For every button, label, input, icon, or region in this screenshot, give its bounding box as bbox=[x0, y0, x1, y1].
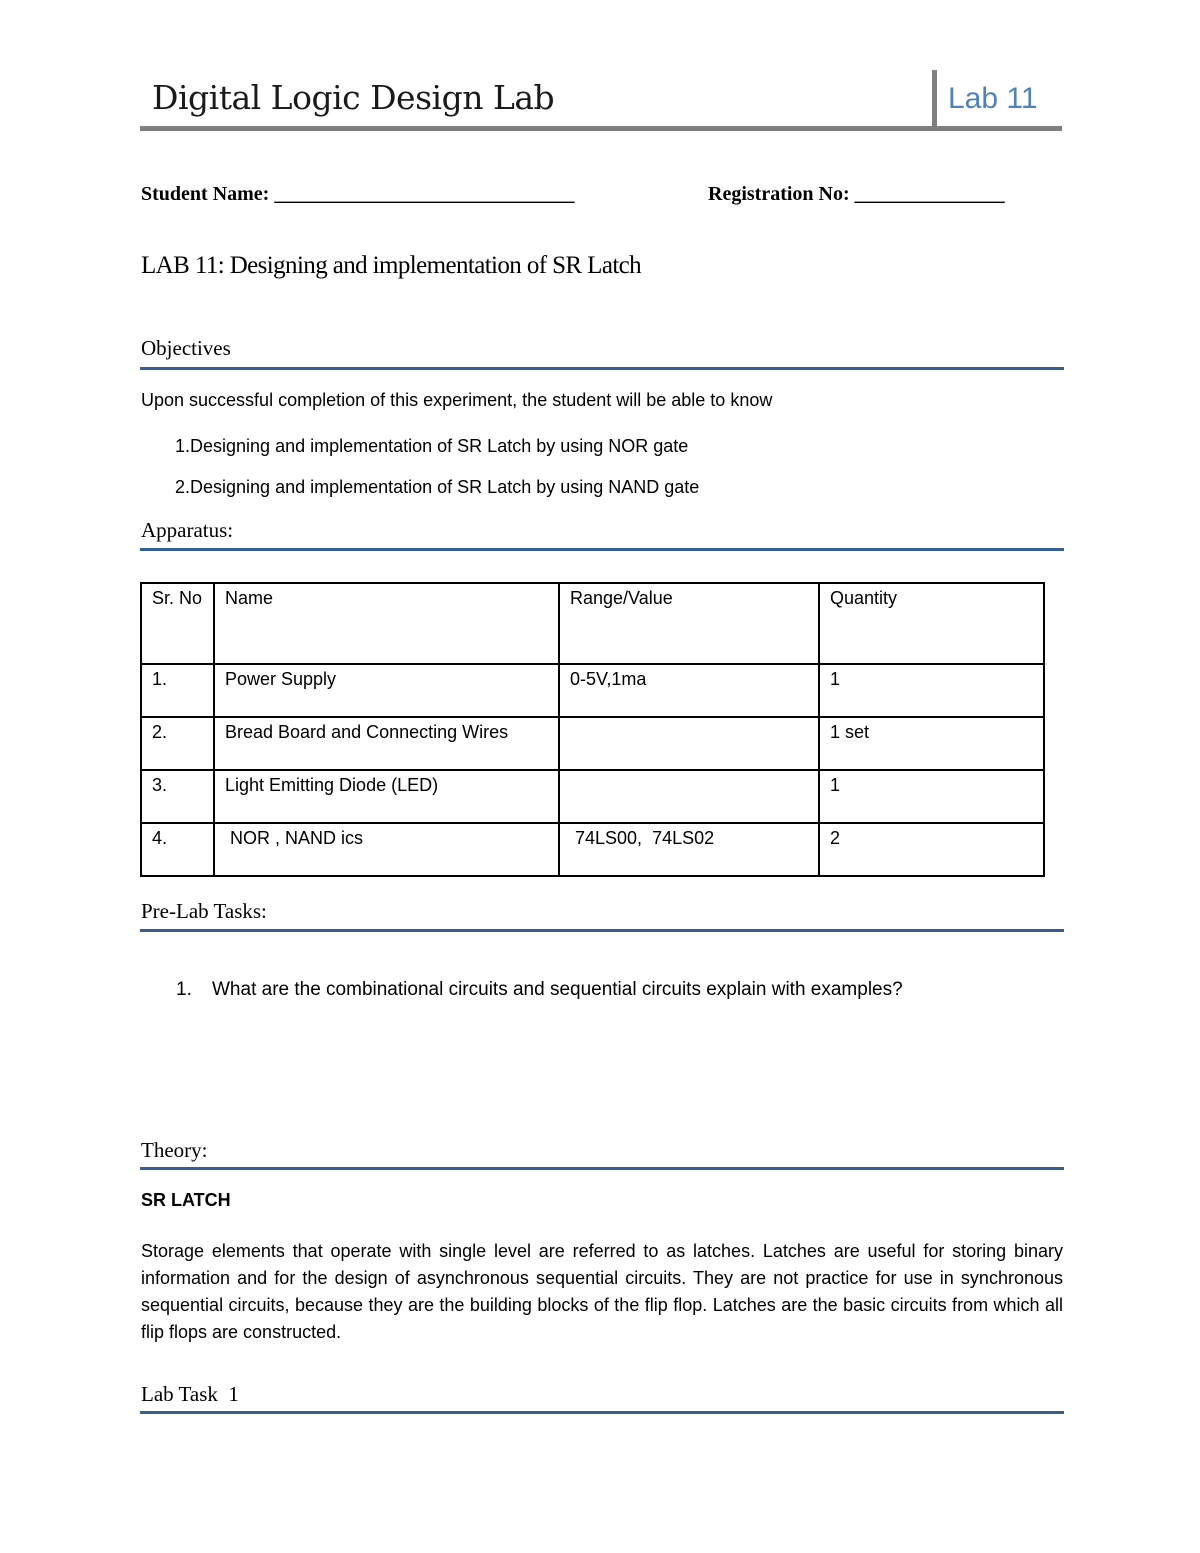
lab-number-badge: Lab 11 bbox=[948, 82, 1038, 115]
apparatus-table bbox=[140, 582, 1045, 877]
header-rule bbox=[140, 126, 1062, 131]
theory-rule bbox=[140, 1167, 1064, 1170]
table-cell: 1 set bbox=[819, 717, 1044, 770]
apparatus-heading: Apparatus: bbox=[141, 518, 234, 542]
table-row bbox=[141, 664, 1044, 717]
table-header-row bbox=[141, 583, 1044, 664]
table-cell: Power Supply bbox=[214, 664, 559, 717]
objectives-rule bbox=[140, 367, 1064, 370]
objective-item: 1.Designing and implementation of SR Latch by using NOR gate bbox=[175, 436, 689, 456]
table-row bbox=[141, 717, 1044, 770]
header-cell-name: Name bbox=[214, 583, 559, 664]
table-cell: 0-5V,1ma bbox=[559, 664, 819, 717]
prelab-question-text: What are the combinational circuits and sequential circuits explain with examples? bbox=[212, 979, 903, 1000]
theory-paragraph: Storage elements that operate with single level are referred to as latches. Latches are useful for storing binary information and for the design of asynchronous sequential circuits. They are not practice for use in synchronous sequential circuits, because they are the building blocks of the flip flop. Latches are the basic circuits from which all flip flops are constructed. bbox=[141, 1241, 1063, 1342]
lab-heading: LAB 11: Designing and implementation of SR Latch bbox=[141, 252, 642, 279]
header-separator bbox=[932, 70, 937, 130]
header-cell-sr-no: Sr. No bbox=[141, 583, 214, 664]
table-cell: 4. bbox=[141, 823, 214, 876]
table-row bbox=[141, 770, 1044, 823]
objectives-heading: Objectives bbox=[141, 336, 231, 360]
table-cell bbox=[559, 770, 819, 823]
prelab-question-number: 1. bbox=[176, 979, 192, 1000]
table-cell: 1. bbox=[141, 664, 214, 717]
objectives-intro: Upon successful completion of this experiment, the student will be able to know bbox=[141, 390, 773, 410]
table-cell bbox=[559, 717, 819, 770]
header-cell-range: Range/Value bbox=[559, 583, 819, 664]
student-name-field[interactable]: Student Name: ______________________________ bbox=[141, 183, 575, 205]
header-cell-quantity: Quantity bbox=[819, 583, 1044, 664]
document-title: Digital Logic Design Lab bbox=[152, 78, 555, 117]
sr-latch-subtitle: SR LATCH bbox=[141, 1190, 231, 1210]
registration-no-field[interactable]: Registration No: _______________ bbox=[708, 183, 1005, 205]
table-cell: Bread Board and Connecting Wires bbox=[214, 717, 559, 770]
table-cell: 2. bbox=[141, 717, 214, 770]
prelab-rule bbox=[140, 929, 1064, 932]
table-cell: NOR , NAND ics bbox=[214, 823, 559, 876]
prelab-question bbox=[176, 979, 903, 1001]
table-cell: 3. bbox=[141, 770, 214, 823]
table-cell: 1 bbox=[819, 770, 1044, 823]
apparatus-rule bbox=[140, 548, 1064, 551]
prelab-heading: Pre-Lab Tasks: bbox=[141, 899, 267, 923]
table-cell: 74LS00, 74LS02 bbox=[559, 823, 819, 876]
theory-heading: Theory: bbox=[141, 1138, 208, 1162]
table-cell: 2 bbox=[819, 823, 1044, 876]
lab-task-rule bbox=[140, 1411, 1064, 1414]
table-row bbox=[141, 823, 1044, 876]
table-cell: 1 bbox=[819, 664, 1044, 717]
table-cell: Light Emitting Diode (LED) bbox=[214, 770, 559, 823]
objective-item: 2.Designing and implementation of SR Latch by using NAND gate bbox=[175, 477, 700, 497]
lab-task-heading: Lab Task 1 bbox=[141, 1382, 239, 1406]
